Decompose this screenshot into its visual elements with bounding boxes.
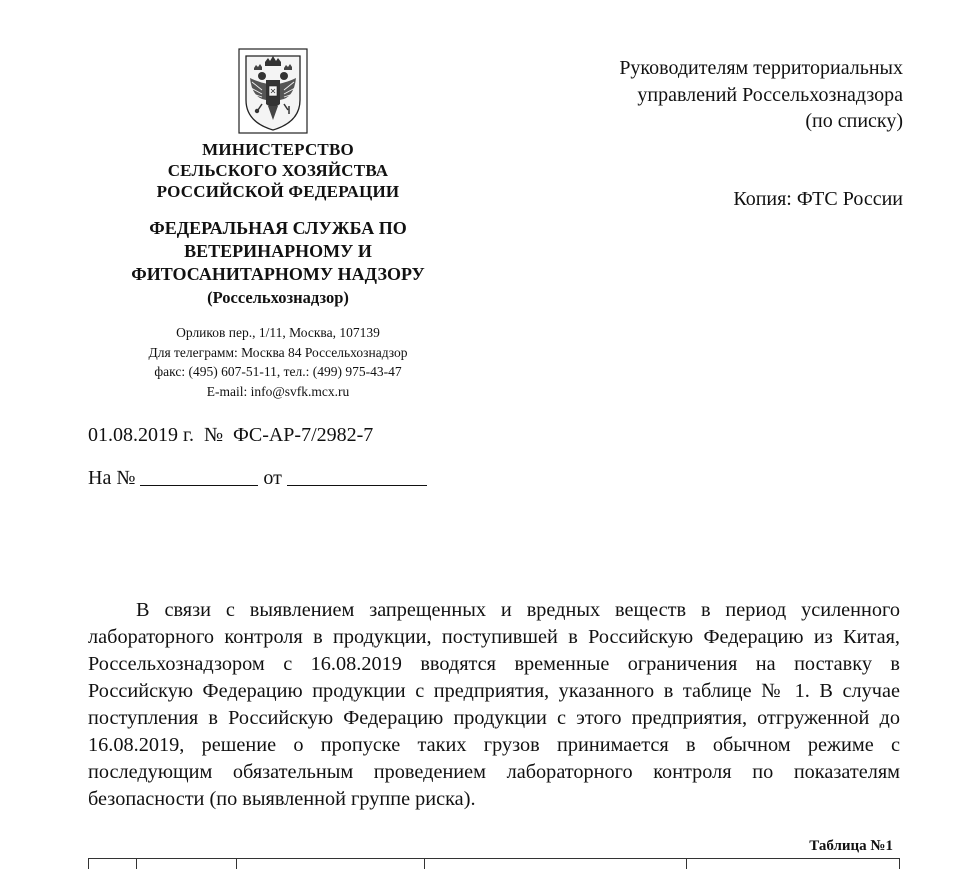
service-line: ФИТОСАНИТАРНОМУ НАДЗОРУ bbox=[131, 264, 425, 284]
table-border bbox=[686, 859, 687, 869]
number-sign: № bbox=[203, 424, 224, 446]
table-border bbox=[136, 859, 137, 869]
sender-contacts bbox=[100, 323, 456, 401]
contact-address: Орликов пер., 1/11, Москва, 107139 bbox=[176, 325, 380, 340]
document-registration bbox=[88, 422, 373, 448]
reply-reference bbox=[88, 463, 427, 491]
contact-phone-fax: факс: (495) 607-51-11, тел.: (499) 975-43-47 bbox=[154, 364, 402, 379]
reply-number-blank bbox=[140, 465, 258, 486]
table-border bbox=[236, 859, 237, 869]
table-caption: Таблица №1 bbox=[809, 838, 893, 854]
table-top-edge bbox=[88, 858, 900, 869]
letter-body bbox=[88, 597, 900, 813]
recipient-line: управлений Россельхознадзора bbox=[637, 83, 903, 106]
table-border bbox=[88, 859, 89, 869]
table-border bbox=[424, 859, 425, 869]
ministry-name bbox=[100, 139, 456, 202]
reply-date-blank bbox=[287, 465, 427, 486]
table-border bbox=[899, 859, 900, 869]
body-paragraph: В связи с выявлением запрещенных и вредных веществ в период усиленного лабораторного контроля в продукции, поступившей в Российскую Федерацию из Китая, Россельхознадзором с 16.08.2019 вводятся временные ограничения на поставку в Российскую Федерацию продукции с предприятия, указанного в таблице № 1. В случае поступления в Российскую Федерацию продукции с этого предприятия, отгруженной до 16.08.2019, решение о пропуске таких грузов принимается в обычном режиме с последующим обязательным проведением лабораторного контроля по показателям безопасности (по выявленной группе риска). bbox=[88, 599, 900, 810]
service-abbreviation: (Россельхознадзор) bbox=[207, 288, 349, 307]
reply-label: На № bbox=[88, 467, 136, 489]
coat-of-arms-icon bbox=[238, 48, 308, 134]
recipient-block bbox=[483, 55, 903, 135]
contact-telegram: Для телеграмм: Москва 84 Россельхознадзор bbox=[148, 344, 408, 360]
service-line: ВЕТЕРИНАРНОМУ И bbox=[184, 241, 372, 261]
service-name bbox=[100, 217, 456, 309]
copy-recipient: Копия: ФТС России bbox=[733, 188, 903, 210]
contact-email: E-mail: info@svfk.mcx.ru bbox=[206, 383, 350, 399]
service-line: ФЕДЕРАЛЬНАЯ СЛУЖБА ПО bbox=[149, 218, 407, 238]
ministry-line: РОССИЙСКОЙ ФЕДЕРАЦИИ bbox=[156, 182, 400, 201]
document-date: 01.08.2019 г. bbox=[88, 424, 194, 446]
from-label: от bbox=[263, 467, 282, 489]
recipient-line: (по списку) bbox=[805, 110, 903, 132]
document-number: ФС-АР-7/2982-7 bbox=[233, 424, 374, 446]
ministry-line: МИНИСТЕРСТВО bbox=[202, 140, 354, 159]
ministry-line: СЕЛЬСКОГО ХОЗЯЙСТВА bbox=[167, 161, 389, 180]
recipient-line: Руководителям территориальных bbox=[619, 57, 903, 79]
